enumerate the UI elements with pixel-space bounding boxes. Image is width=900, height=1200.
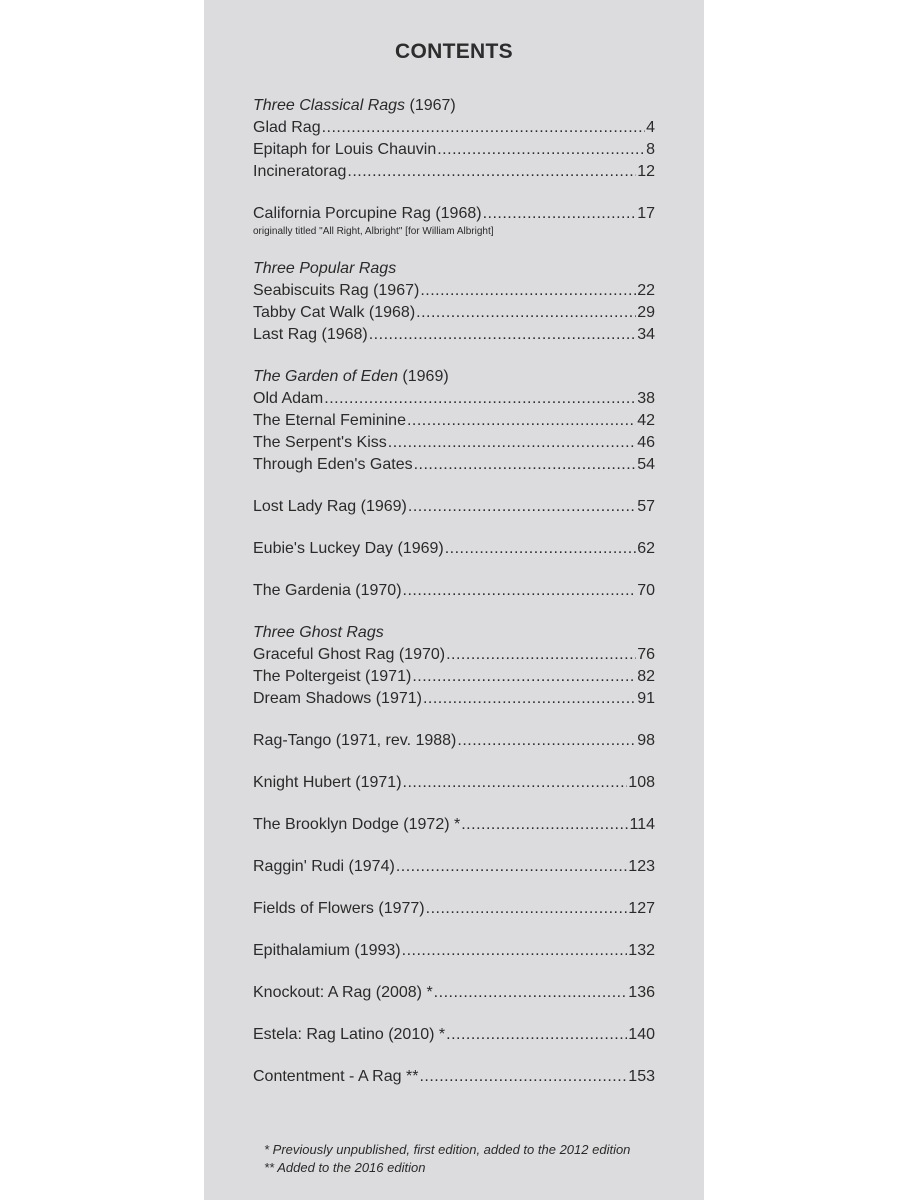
toc-group bbox=[253, 1066, 655, 1088]
entry-title: Rag-Tango (1971, rev. 1988) bbox=[253, 732, 457, 749]
dot-leader bbox=[396, 856, 627, 878]
dot-leader bbox=[347, 161, 636, 183]
toc-entry bbox=[253, 454, 655, 476]
entry-page-number: 38 bbox=[637, 390, 655, 407]
dot-leader bbox=[445, 538, 636, 560]
toc-entry bbox=[253, 280, 655, 302]
entry-page-number: 22 bbox=[637, 282, 655, 299]
entry-title: The Serpent's Kiss bbox=[253, 434, 387, 451]
toc-entry bbox=[253, 1024, 655, 1046]
toc-entry bbox=[253, 772, 655, 794]
toc-group bbox=[253, 580, 655, 602]
entry-title: Knockout: A Rag (2008) * bbox=[253, 984, 433, 1001]
toc-group bbox=[253, 898, 655, 920]
entry-page-number: 54 bbox=[637, 456, 655, 473]
toc-entry bbox=[253, 203, 655, 225]
entry-page-number: 132 bbox=[628, 942, 655, 959]
dot-leader bbox=[434, 982, 628, 1004]
entry-page-number: 29 bbox=[637, 304, 655, 321]
entry-page-number: 57 bbox=[637, 498, 655, 515]
toc-group bbox=[253, 982, 655, 1004]
toc-entry bbox=[253, 410, 655, 432]
toc-entry bbox=[253, 644, 655, 666]
dot-leader bbox=[322, 117, 646, 139]
group-heading-year: (1969) bbox=[397, 368, 449, 385]
dot-leader bbox=[324, 388, 636, 410]
entry-title: The Poltergeist (1971) bbox=[253, 668, 412, 685]
dot-leader bbox=[402, 940, 628, 962]
dot-leader bbox=[407, 410, 636, 432]
entry-title: Glad Rag bbox=[253, 119, 321, 136]
table-of-contents bbox=[253, 95, 655, 1088]
entry-title: California Porcupine Rag (1968) bbox=[253, 205, 482, 222]
toc-entry bbox=[253, 688, 655, 710]
entry-page-number: 70 bbox=[637, 582, 655, 599]
toc-group bbox=[253, 622, 655, 710]
entry-page-number: 4 bbox=[646, 119, 655, 136]
toc-entry bbox=[253, 1066, 655, 1088]
contents-panel bbox=[204, 0, 704, 1200]
dot-leader bbox=[426, 898, 628, 920]
entry-title: The Eternal Feminine bbox=[253, 412, 406, 429]
entry-page-number: 108 bbox=[628, 774, 655, 791]
footnotes bbox=[264, 1141, 684, 1177]
entry-page-number: 82 bbox=[637, 668, 655, 685]
footnote-2: ** Added to the 2016 edition bbox=[264, 1160, 426, 1175]
entry-title: Lost Lady Rag (1969) bbox=[253, 498, 407, 515]
toc-group bbox=[253, 940, 655, 962]
entry-title: Seabiscuits Rag (1967) bbox=[253, 282, 420, 299]
dot-leader bbox=[403, 580, 637, 602]
entry-page-number: 34 bbox=[637, 326, 655, 343]
entry-title: Fields of Flowers (1977) bbox=[253, 900, 425, 917]
dot-leader bbox=[369, 324, 636, 346]
dot-leader bbox=[483, 203, 637, 225]
entry-title: Last Rag (1968) bbox=[253, 326, 368, 343]
toc-entry bbox=[253, 666, 655, 688]
toc-entry bbox=[253, 302, 655, 324]
dot-leader bbox=[446, 1024, 627, 1046]
dot-leader bbox=[403, 772, 628, 794]
entry-title: Estela: Rag Latino (2010) * bbox=[253, 1026, 446, 1043]
entry-title: Incineratorag bbox=[253, 163, 347, 180]
group-heading bbox=[253, 366, 655, 388]
toc-entry bbox=[253, 814, 655, 836]
footnote-1: * Previously unpublished, first edition, added to the 2012 edition bbox=[264, 1142, 631, 1157]
dot-leader bbox=[388, 432, 636, 454]
dot-leader bbox=[461, 814, 628, 836]
toc-entry bbox=[253, 982, 655, 1004]
entry-page-number: 42 bbox=[637, 412, 655, 429]
group-heading-title: The Garden of Eden bbox=[253, 368, 398, 385]
toc-group bbox=[253, 366, 655, 476]
entry-page-number: 98 bbox=[637, 732, 655, 749]
entry-title: The Brooklyn Dodge (1972) * bbox=[253, 816, 461, 833]
entry-page-number: 76 bbox=[637, 646, 655, 663]
entry-page-number: 46 bbox=[637, 434, 655, 451]
entry-page-number: 153 bbox=[628, 1068, 655, 1085]
entry-title: Graceful Ghost Rag (1970) bbox=[253, 646, 446, 663]
dot-leader bbox=[408, 496, 636, 518]
toc-entry bbox=[253, 940, 655, 962]
group-heading-title: Three Classical Rags bbox=[253, 97, 406, 114]
page-title: CONTENTS bbox=[395, 40, 513, 63]
dot-leader bbox=[412, 666, 636, 688]
entry-page-number: 8 bbox=[646, 141, 655, 158]
toc-entry bbox=[253, 856, 655, 878]
toc-entry bbox=[253, 139, 655, 161]
entry-page-number: 140 bbox=[628, 1026, 655, 1043]
toc-group bbox=[253, 772, 655, 794]
entry-page-number: 62 bbox=[637, 540, 655, 557]
group-heading bbox=[253, 95, 655, 117]
toc-entry bbox=[253, 730, 655, 752]
toc-group bbox=[253, 203, 655, 238]
toc-entry bbox=[253, 898, 655, 920]
group-heading-year: (1967) bbox=[405, 97, 456, 114]
toc-group bbox=[253, 856, 655, 878]
entry-title: Old Adam bbox=[253, 390, 324, 407]
entry-page-number: 91 bbox=[637, 690, 655, 707]
dot-leader bbox=[446, 644, 636, 666]
entry-title: Eubie's Luckey Day (1969) bbox=[253, 540, 444, 557]
toc-entry bbox=[253, 496, 655, 518]
entry-note: originally titled "All Right, Albright" [for William Albright] bbox=[253, 226, 494, 237]
group-heading-title: Three Popular Rags bbox=[253, 260, 397, 277]
toc-group bbox=[253, 95, 655, 183]
group-heading-title: Three Ghost Rags bbox=[253, 624, 384, 641]
entry-page-number: 114 bbox=[629, 816, 655, 833]
entry-page-number: 12 bbox=[637, 163, 655, 180]
dot-leader bbox=[414, 454, 637, 476]
entry-page-number: 127 bbox=[628, 900, 655, 917]
toc-group bbox=[253, 538, 655, 560]
group-heading bbox=[253, 622, 655, 644]
entry-title: Epitaph for Louis Chauvin bbox=[253, 141, 437, 158]
dot-leader bbox=[457, 730, 636, 752]
entry-title: Epithalamium (1993) bbox=[253, 942, 401, 959]
toc-entry bbox=[253, 388, 655, 410]
toc-group bbox=[253, 814, 655, 836]
entry-page-number: 123 bbox=[628, 858, 655, 875]
toc-entry bbox=[253, 580, 655, 602]
dot-leader bbox=[419, 1066, 627, 1088]
toc-entry bbox=[253, 324, 655, 346]
entry-title: Raggin' Rudi (1974) bbox=[253, 858, 395, 875]
dot-leader bbox=[420, 280, 636, 302]
toc-entry bbox=[253, 538, 655, 560]
entry-title: The Gardenia (1970) bbox=[253, 582, 402, 599]
toc-entry bbox=[253, 117, 655, 139]
entry-title: Tabby Cat Walk (1968) bbox=[253, 304, 416, 321]
toc-group bbox=[253, 1024, 655, 1046]
dot-leader bbox=[423, 688, 636, 710]
entry-title: Dream Shadows (1971) bbox=[253, 690, 422, 707]
toc-group bbox=[253, 730, 655, 752]
entry-title: Through Eden's Gates bbox=[253, 456, 413, 473]
entry-page-number: 17 bbox=[637, 205, 655, 222]
dot-leader bbox=[416, 302, 636, 324]
group-heading bbox=[253, 258, 655, 280]
toc-entry bbox=[253, 161, 655, 183]
toc-group bbox=[253, 496, 655, 518]
toc-group bbox=[253, 258, 655, 346]
entry-title: Contentment - A Rag ** bbox=[253, 1068, 419, 1085]
dot-leader bbox=[437, 139, 645, 161]
entry-page-number: 136 bbox=[628, 984, 655, 1001]
toc-entry bbox=[253, 432, 655, 454]
entry-title: Knight Hubert (1971) bbox=[253, 774, 402, 791]
